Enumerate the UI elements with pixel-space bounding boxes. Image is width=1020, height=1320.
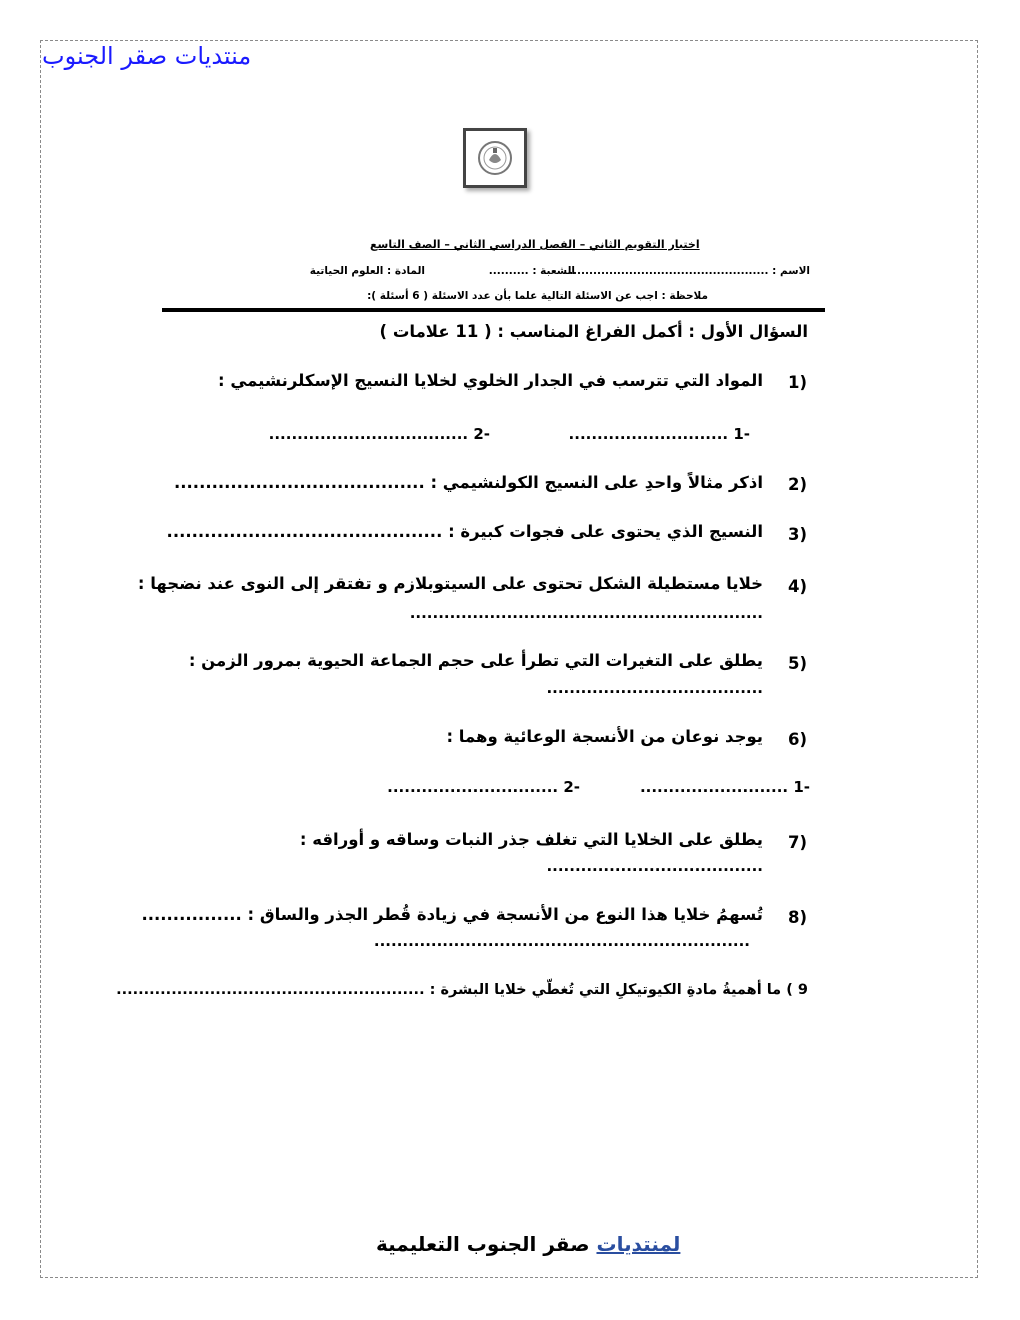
- item-9-number: 9 ): [786, 982, 808, 998]
- item-7-number: 7): [788, 833, 808, 852]
- item-8-number: 8): [788, 908, 808, 927]
- item-4-text: خلايا مستطيلة الشكل تحتوى على السيتوبلازم و تفتقر إلى النوى عند نضجها :: [137, 574, 763, 593]
- exam-title: اختبار التقويم الثاني – الفصل الدراسي الثاني – الصف التاسع: [370, 238, 700, 251]
- item-1-answer-1: -1 ............................: [568, 425, 750, 443]
- item-2-text: اذكر مثالاً واحدِ على النسيج الكولنشيمي : ........................................: [174, 473, 763, 492]
- name-field-label: الاسم : ..................................................: [569, 265, 810, 277]
- item-8-text: تُسهمُ خلايا هذا النوع من الأنسجة في زيادة قُطر الجذر والساق : ................: [141, 905, 763, 924]
- exam-note: ملاحظة : اجب عن الاسئلة التالية علما بأن عدد الاسئلة ( 6 أسئلة ):: [367, 290, 708, 302]
- item-1-number: 1): [788, 373, 808, 392]
- item-9-question: ما أهميةُ مادةِ الكيوتيكلِ التي تُغطّي خلايا البشرة : ........................................................: [116, 982, 782, 998]
- ministry-logo: [463, 128, 527, 188]
- item-3-number: 3): [788, 525, 808, 544]
- item-4-number: 4): [788, 577, 808, 596]
- item-8-answer: ..................................................................: [373, 932, 750, 950]
- item-1-text: المواد التي تترسب في الجدار الخلوي لخلايا النسيج الإسكلرنشيمي :: [218, 371, 763, 390]
- item-5-text: يطلق على التغيرات التي تطرأ على حجم الجماعة الحيوية بمرور الزمن :: [188, 651, 763, 670]
- item-6-text: يوجد نوعان من الأنسجة الوعائية وهما :: [446, 727, 763, 746]
- item-1-answer-2: -2 ...................................: [268, 425, 490, 443]
- item-6-number: 6): [788, 730, 808, 749]
- item-9-text: [116, 982, 808, 998]
- item-4-answer: ..............................................................: [409, 604, 763, 622]
- item-5-number: 5): [788, 654, 808, 673]
- footer-credit: [376, 1232, 680, 1256]
- item-7-answer: ......................................: [546, 857, 763, 875]
- footer-forum-link[interactable]: لمنتديات: [596, 1232, 681, 1256]
- section-field-label: الشعبة : ..........: [488, 265, 575, 277]
- item-3-text: النسيج الذي يحتوى على فجوات كبيرة : ............................................: [166, 522, 763, 541]
- footer-rest-text: صقر الجنوب التعليمية: [376, 1232, 597, 1256]
- header-divider: [162, 308, 825, 312]
- subject-label: المادة : العلوم الحياتية: [309, 265, 425, 277]
- crest-icon: [475, 138, 515, 178]
- forum-title: منتديات صقر الجنوب: [42, 42, 252, 70]
- question-one-title: السؤال الأول : أكمل الفراغ المناسب : ( 11 علامات ): [379, 322, 808, 341]
- item-5-answer: ......................................: [546, 679, 763, 697]
- item-6-answer-1: -1 ..........................: [639, 778, 810, 796]
- item-2-number: 2): [788, 475, 808, 494]
- item-6-answer-2: -2 ..............................: [387, 778, 580, 796]
- item-7-text: يطلق على الخلايا التي تغلف جذر النبات وساقه و أوراقه :: [299, 830, 763, 849]
